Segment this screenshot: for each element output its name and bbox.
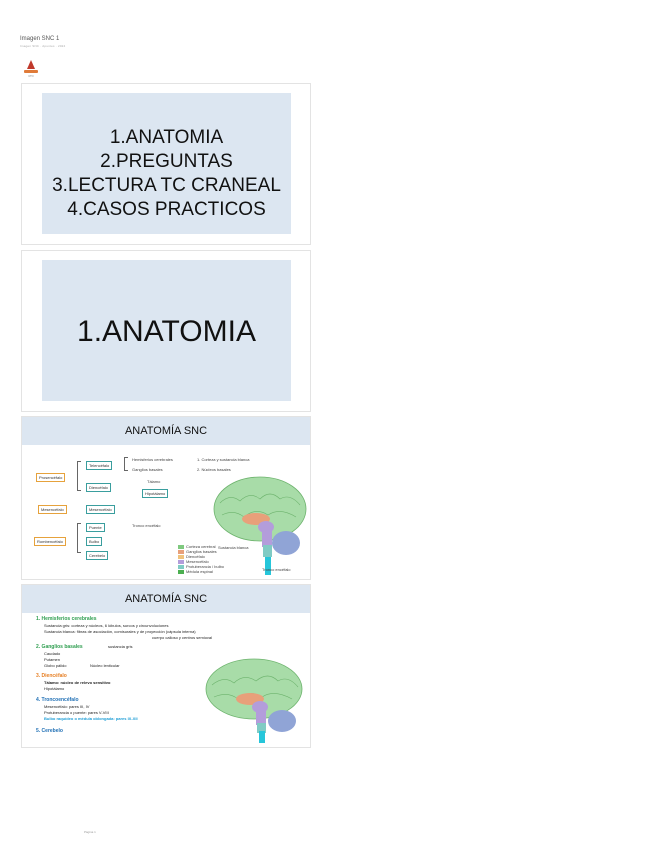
box-mesencefalo: Mesencéfalo — [86, 505, 115, 514]
section-bullet: Hipotálamo — [44, 686, 65, 691]
slide-section-title — [21, 250, 311, 412]
section-bullet: Putamen — [44, 657, 61, 662]
page-footer: Página 1 — [84, 830, 96, 834]
legend-swatch — [178, 555, 184, 559]
section-heading: 4. Troncoencéfalo — [36, 697, 79, 703]
label-corteza: 1. Corteza y sustancia blanca — [197, 457, 250, 462]
section-bullet: Tálamo: núcleo de relevo sensitivo — [44, 680, 111, 685]
slide-panel — [42, 260, 291, 401]
group-prosencefalo: Prosencéfalo — [36, 473, 65, 482]
section-bullet: Globo pálido — [44, 663, 67, 668]
legend-label: Ganglios basales — [186, 549, 217, 554]
slide-panel — [42, 93, 291, 234]
label-talamo: Tálamo — [147, 479, 161, 484]
slide-anatomy-text — [21, 584, 311, 748]
section-bullet: Caudado — [44, 651, 61, 656]
label-tronco: Tronco encéfalo — [132, 523, 161, 528]
document-title: Imagen SNC 1 — [20, 36, 60, 42]
label-nucleos: 2. Núcleos basales — [197, 467, 231, 472]
section-heading: 5. Cerebelo — [36, 728, 63, 734]
legend-label: Médula espinal — [186, 569, 213, 574]
document-header — [20, 36, 65, 48]
slide-anatomy-diagram — [21, 416, 311, 580]
label-hemisferios: Hemisferios cerebrales — [132, 457, 173, 462]
section-bullet: Mesencéfalo: pares III, IV — [44, 704, 90, 709]
section-bullet: Sustancia gris: corteza y núcleos, 6 lóbulos, surcos y circunvoluciones — [44, 623, 169, 628]
publisher-logo — [22, 60, 40, 82]
label-hipotalamo: Hipotálamo — [142, 489, 168, 498]
document-subtitle: Imagen SNC · Apuntes · 2024 — [20, 44, 66, 48]
index-list — [42, 126, 291, 222]
legend-swatch — [178, 550, 184, 554]
box-cerebelo: Cerebelo — [86, 551, 108, 560]
box-bulbo: Bulbo — [86, 537, 102, 546]
group-mesencefalo: Mesencéfalo — [38, 505, 67, 514]
legend-swatch — [178, 545, 184, 549]
legend-label: Protuberancia / bulbo — [186, 564, 225, 569]
brain-illustration — [210, 473, 308, 577]
group-rombencefalo: Rombencéfalo — [34, 537, 66, 546]
slide-title-band — [22, 585, 310, 613]
section-extra: sustancia gris — [108, 644, 133, 649]
section-side-note: Núcleo lenticular — [90, 663, 120, 668]
slide-title: ANATOMÍA SNC — [124, 425, 208, 437]
legend-right-label: Tronco encéfalo — [262, 567, 291, 572]
legend-label: Diencéfalo — [186, 554, 205, 559]
legend-swatch — [178, 560, 184, 564]
label-ganglios: Ganglios basales — [132, 467, 163, 472]
box-diencefalo: Diencéfalo — [86, 483, 111, 492]
section-bullet: cuerpo calloso y centros semioval — [152, 635, 213, 640]
logo-text: CTO — [28, 75, 34, 78]
legend-label: Corteza cerebral — [186, 544, 216, 549]
slide-index — [21, 83, 311, 245]
section-heading: 3. Diencéfalo — [36, 673, 67, 679]
slide-title: ANATOMÍA SNC — [124, 593, 208, 605]
section-bullet: Protuberancia o puente: pares V-VIII — [44, 710, 109, 715]
box-puente: Puente — [86, 523, 105, 532]
legend-right-label: Sustancia blanca — [218, 545, 249, 550]
section-title: 1.ANATOMIA — [77, 315, 256, 348]
section-heading: 2. Ganglios basales — [36, 644, 83, 650]
legend-swatch — [178, 565, 184, 569]
brain-illustration — [202, 657, 306, 743]
flame-icon — [27, 60, 35, 69]
section-bullet: Bulbo raquídeo o médula oblongada: pares IX-XII — [44, 716, 138, 721]
index-item: 3.LECTURA TC CRANEAL — [52, 175, 281, 196]
box-telencefalo: Telencéfalo — [86, 461, 112, 470]
index-item: 1.ANATOMIA — [109, 127, 224, 148]
legend-swatch — [178, 570, 184, 574]
index-item: 4.CASOS PRACTICOS — [67, 199, 266, 220]
section-heading: 1. Hemisferios cerebrales — [36, 616, 97, 622]
legend-label: Mesencéfalo — [186, 559, 209, 564]
slide-title-band — [22, 417, 310, 445]
index-item: 2.PREGUNTAS — [100, 151, 233, 172]
section-bullet: Sustancia blanca: fibras de asociación, comisurales y de proyección (cápsula interna) — [44, 629, 196, 634]
